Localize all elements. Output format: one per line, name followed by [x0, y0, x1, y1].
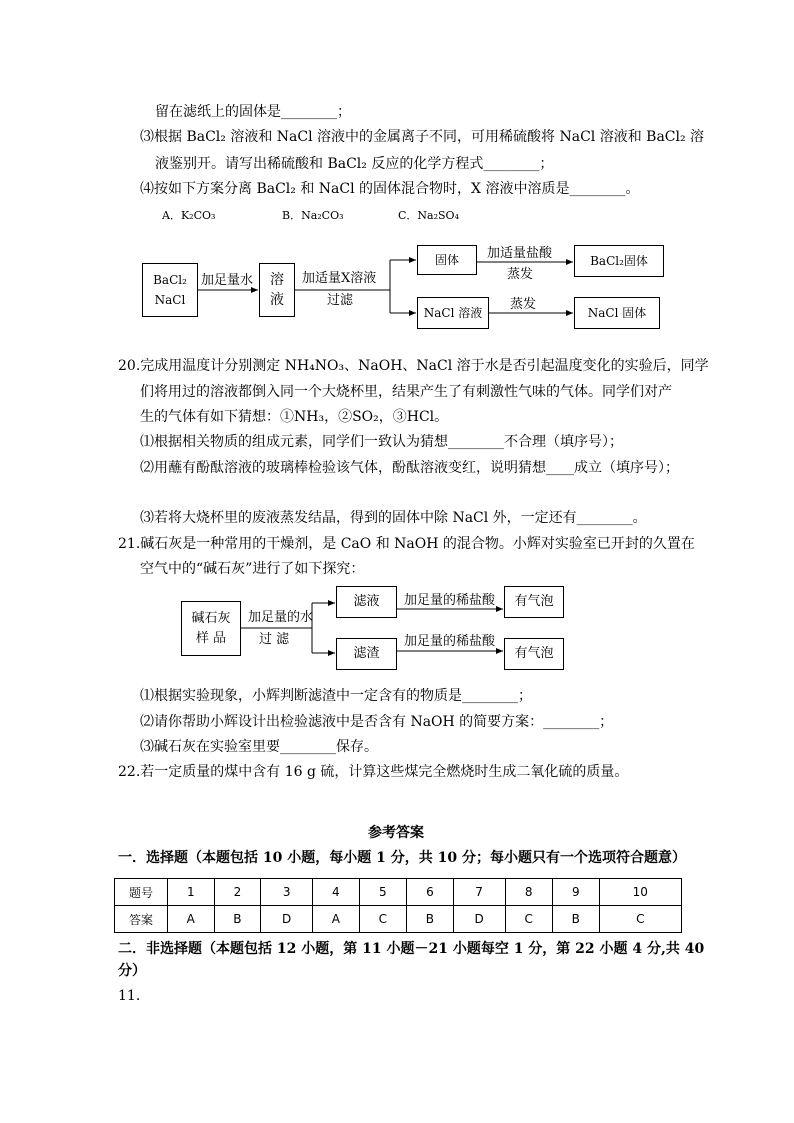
flow1-arrow3-bottom-label: 蒸发	[507, 267, 534, 282]
q20-line3: 生的气体有如下猜想：①NH₃，②SO₂，③HCl。	[140, 409, 449, 425]
table-cell: 8	[505, 879, 552, 906]
table-header-label: 题号	[115, 879, 168, 906]
flow1-start-line2: NaCl	[154, 293, 186, 307]
q21-item1: ⑴根据实验现象，小辉判断滤渣中一定含有的物质是________；	[140, 688, 532, 704]
flow2-filtrate-box: 滤液	[336, 586, 397, 618]
q21-line2: 空气中的“碱石灰”进行了如下探究：	[140, 561, 365, 577]
q20-line1: 20.完成用温度计分别测定 NH₄NO₃、NaOH、NaCl 溶于水是否引起温度变化的实验后，同学	[118, 358, 709, 374]
answers-section1-heading: 一．选择题（本题包括 10 小题，每小题 1 分，共 10 分；每小题只有一个选项符合题意）	[118, 850, 686, 866]
flow2-arrow1-bottom-label: 过 滤	[259, 632, 290, 647]
table-row	[115, 879, 682, 906]
flow2-result2-box: 有气泡	[504, 638, 564, 670]
q21-item3: ⑶碱石灰在实验室里要________保存。	[140, 739, 378, 755]
flow1-arrow1-label: 加足量水	[201, 273, 254, 288]
flow1-nacl-solution-box: NaCl 溶液	[417, 297, 489, 329]
answers-section2-heading-line1: 二．非选择题（本题包括 12 小题，第 11 小题－21 小题每空 1 分，第 22 小题 4 分,共 40	[118, 941, 705, 957]
q21-line1: 21.碱石灰是一种常用的干燥剂，是 CaO 和 NaOH 的混合物。小辉对实验室已开封的久置在	[118, 536, 695, 552]
table-cell: B	[214, 906, 261, 933]
q19-option-c: C．Na₂SO₄	[398, 209, 459, 222]
flow1-start-line1: BaCl₂	[153, 273, 187, 287]
q19-option-b: B．Na₂CO₃	[282, 209, 344, 222]
q19-item3-line1: ⑶根据 BaCl₂ 溶液和 NaCl 溶液中的金属离子不同，可用稀硫酸将 NaCl 溶液和 BaCl₂ 溶	[140, 129, 705, 145]
table-cell: D	[261, 906, 313, 933]
table-cell: D	[453, 906, 505, 933]
flow1-arrow2-top-label: 加适量X溶液	[302, 271, 377, 286]
table-cell: C	[359, 906, 406, 933]
flow2-residue-box: 滤渣	[336, 638, 397, 670]
flow1-start-box	[142, 263, 198, 317]
table-cell: B	[407, 906, 454, 933]
table-cell: C	[599, 906, 681, 933]
flow2-result1-box: 有气泡	[504, 586, 564, 618]
table-answer-label: 答案	[115, 906, 168, 933]
flow1-solid-box: 固体	[417, 245, 477, 275]
table-cell: B	[552, 906, 599, 933]
answers-title: 参考答案	[368, 825, 424, 841]
flow2-sample-box	[181, 601, 241, 656]
flow1-nacl-solid-box: NaCl 固体	[574, 297, 660, 329]
table-cell: 10	[599, 879, 681, 906]
table-cell: A	[168, 906, 215, 933]
table-cell: 3	[261, 879, 313, 906]
table-cell: 5	[359, 879, 406, 906]
flow2-sample-line1: 碱石灰	[191, 610, 231, 626]
flow2-arrow3-label: 加足量的稀盐酸	[404, 634, 496, 649]
flow1-solution-line2: 液	[270, 292, 284, 308]
table-cell: 1	[168, 879, 215, 906]
table-cell: 4	[313, 879, 360, 906]
table-cell: 7	[453, 879, 505, 906]
q20-item1: ⑴根据相关物质的组成元素，同学们一致认为猜想________不合理（填序号）；	[140, 434, 623, 450]
flow1-solution-line1: 溶	[270, 272, 284, 288]
q20-item3: ⑶若将大烧杯里的废液蒸发结晶，得到的固体中除 NaCl 外，一定还有________。	[140, 510, 647, 526]
flow1-arrow2-bottom-label: 过滤	[327, 293, 354, 308]
answer-q11-label: 11.	[118, 988, 141, 1004]
flow1-bacl2-solid-box: BaCl₂固体	[574, 245, 664, 277]
flow1-arrow4-label: 蒸发	[510, 297, 537, 312]
q19-item3-line2: 液鉴别开。请写出稀硫酸和 BaCl₂ 反应的化学方程式________；	[155, 156, 554, 172]
flow1-solution-box	[259, 263, 295, 317]
q19-item4: ⑷按如下方案分离 BaCl₂ 和 NaCl 的固体混合物时，X 溶液中溶质是________。	[140, 181, 640, 197]
q22-line1: 22.若一定质量的煤中含有 16 g 硫，计算这些煤完全燃烧时生成二氧化硫的质量。	[118, 764, 629, 780]
flow2-arrow1-top-label: 加足量的水	[248, 610, 314, 625]
table-cell: 9	[552, 879, 599, 906]
table-cell: 2	[214, 879, 261, 906]
answers-table	[114, 878, 682, 933]
q20-line2: 们将用过的溶液都倒入同一个大烧杯里，结果产生了有刺激性气味的气体。同学们对产	[140, 384, 672, 400]
table-cell: A	[313, 906, 360, 933]
answers-section2-heading-line2: 分）	[118, 963, 146, 979]
q19-option-a: A．K₂CO₃	[162, 209, 216, 222]
table-cell: C	[505, 906, 552, 933]
q21-item2: ⑵请你帮助小辉设计出检验滤液中是否含有 NaOH 的简要方案：________；	[140, 714, 614, 730]
flow2-arrow2-label: 加足量的稀盐酸	[404, 593, 496, 608]
table-row	[115, 906, 682, 933]
flow1-arrow3-top-label: 加适量盐酸	[487, 246, 553, 261]
flow2-sample-line2: 样 品	[195, 630, 227, 646]
table-cell: 6	[407, 879, 454, 906]
q19-line1: 留在滤纸上的固体是________；	[155, 104, 351, 120]
q20-item2: ⑵用蘸有酚酞溶液的玻璃棒检验该气体，酚酞溶液变红，说明猜想____成立（填序号）；	[140, 460, 679, 476]
